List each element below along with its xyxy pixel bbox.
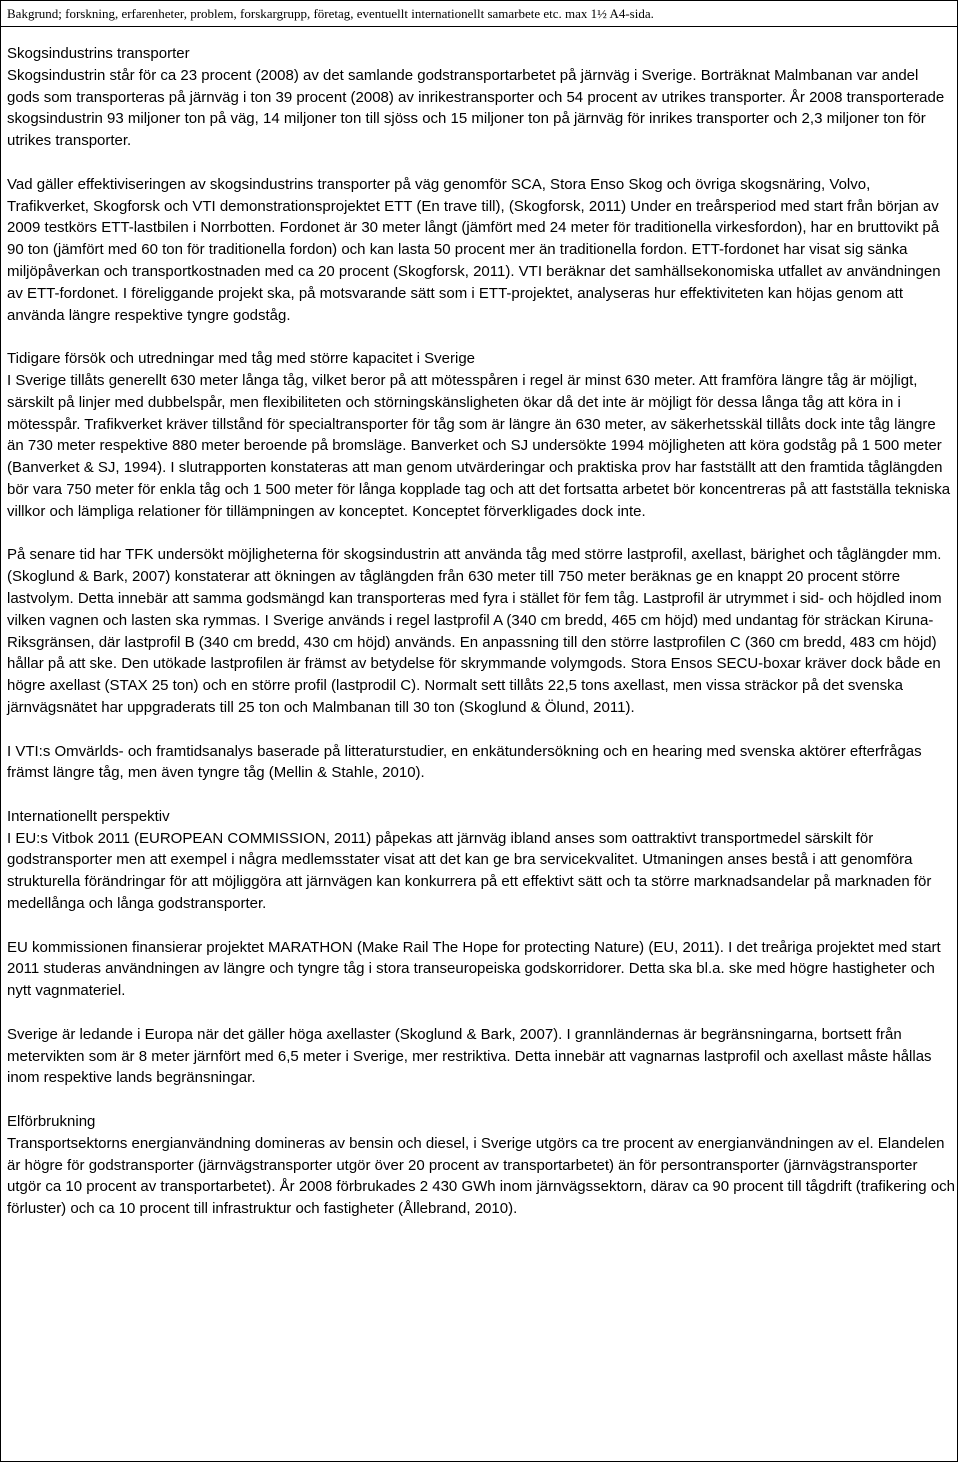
paragraph: Skogsindustrin står för ca 23 procent (2008) av det samlande godstransportarbetet på järnväg i Sverige. Borträknat Malmbanan var andel gods som transporteras på järnväg i ton 39 procent (2008) av inrikestransporter och 54 procent av utrikes transporter. År 2008 transporterade skogsindustrin 93 miljoner ton på väg, 14 miljoner ton till sjöss och 15 miljoner ton på järnväg för inrikes transporter och 2,3 miljoner ton för utrikes transporter. [7,66,945,150]
section-skogsindustrins-transporter [7,43,955,152]
section-heading: Skogsindustrins transporter [7,45,190,62]
paragraph: I VTI:s Omvärlds- och framtidsanalys baserade på litteraturstudier, en enkätundersökning och en hearing med svenska aktörer efterfrågas främst längre tåg, men även tyngre tåg (Mellin & Stahle, 2010). [7,742,922,782]
section-vti-analysis [7,741,955,785]
section-marathon [7,937,955,1002]
section-tidigare-forsok [7,348,955,522]
document-body [1,27,955,1220]
paragraph: Vad gäller effektiviseringen av skogsindustrins transporter på väg genomför SCA, Stora Enso Skog och övriga skogsnäring, Volvo, Trafikverket, Skogforsk och VTI demonstrationsprojektet ETT (En trave till), (Skogforsk, 2011) Under en treårsperiod med start från början av 2009 testkörs ETT-lastbilen i Norrbotten. Fordonet är 30 meter långt (jämfört med 24 meter för traditionella virkesfordon), har en bruttovikt på 90 ton (jämfört med 60 ton för traditionella fordon) och kan lasta 50 procent mer än traditionella fordon. ETT-fordonet har visat sig sänka miljöpåverkan och transportkostnaden med ca 20 procent (Skogforsk, 2011). VTI beräknar det samhällsekonomiska utfallet av användningen av ETT-fordonet. I föreliggande projekt ska, på motsvarande sätt som i ETT-projektet, analyseras hur effektiviteten kan höjas genom att använda längre respektive tyngre godståg. [7,175,941,324]
paragraph: Transportsektorns energianvändning domineras av bensin och diesel, i Sverige utgörs ca tre procent av energianvändningen av el. Elandelen är högre för godstransporter (järnvägstransporter utgör över 20 procent av transportarbetet) än för persontransporter (järnvägstransporter utgör ca 10 procent av transportarbetet). År 2008 förbrukades 2 430 GWh inom järnvägssektorn, därav ca 90 procent till tågdrift (trafikering och förluster) och ca 10 procent till infrastruktur och fastigheter (Ållebrand, 2010). [7,1134,955,1218]
paragraph: På senare tid har TFK undersökt möjligheterna för skogsindustrin att använda tåg med större lastprofil, axellast, bärighet och tåglängder mm. (Skoglund & Bark, 2007) konstaterar att ökningen av tåglängden från 630 meter till 750 meter beräknas ge en knappt 20 procent större lastvolym. Detta innebär att samma godsmängd kan transporteras med fyra i stället för fem tåg. Lastprofil är utrymmet i sid- och höjdled inom vilken vagnen och lasten ska rymmas. I Sverige används i regel lastprofil A (340 cm bredd, 465 cm höjd) med undantag för sträckan Kiruna-Riksgränsen, där lastprofil B (340 cm bredd, 430 cm höjd) används. En anpassning till den större lastprofilen C (360 cm bredd, 483 cm höjd) hållar på att ske. Den utökade lastprofilen är främst av betydelse för skrymmande volymgods. Stora Ensos SECU-boxar kräver dock både en högre axellast (STAX 25 ton) och en större profil (lastprodil C). Normalt sett tillåts 22,5 tons axellast, men vissa sträckor på det svenska järnvägsnätet har uppgraderats till 25 ton och Malmbanan till 30 ton (Skoglund & Ölund, 2011). [7,546,942,716]
section-tfk-study [7,544,955,718]
paragraph: I Sverige tillåts generellt 630 meter långa tåg, vilket beror på att mötesspåren i regel är minst 630 meter. Att framföra längre tåg är möjligt, särskilt på linjer med dubbelspår, men flexibiliteten och störningskänsligheten ökar då det inte är möjligt för dessa långa tåg att köra in i mötesspår. Trafikverket kräver tillstånd för specialtransporter för tåg som är längre än 630 meter, av säkerhetsskäl tillåts dock inte tåg längre än 730 meter respektive 880 meter beroende på bromsläge. Banverket och SJ undersökte 1994 möjligheten att köra godståg på 1 500 meter (Banverket & SJ, 1994). I slutrapporten konstateras att man genom utvärderingar och praktiska prov har fastställt att den framtida tåglängden bör vara 750 meter för enkla tåg och 1 500 meter för långa kopplade tag och att det fortsatta arbetet bör koncentreras på att fastställa tekniska villkor och lämpliga relationer för tillämpningen av konceptet. Konceptet förverkligades dock inte. [7,371,951,520]
section-heading: Tidigare försök och utredningar med tåg med större kapacitet i Sverige [7,350,476,368]
paragraph: Sverige är ledande i Europa när det gäller höga axellaster (Skoglund & Bark, 2007). I grannländernas är begränsningarna, bortsett från metervikten som är 8 meter järnfört med 6,5 meter i Sverige, mer restriktiva. Detta innebär att vagnarnas lastprofil och axellast måste hållas inom respektive lands begränsningar. [7,1025,932,1087]
section-heading: Elförbrukning [7,1113,96,1131]
paragraph: EU kommissionen finansierar projektet MARATHON (Make Rail The Hope for protecting Nature) (EU, 2011). I det treåriga projektet med start 2011 studeras användningen av längre och tyngre tåg i stora transeuropeiska godskorridorer. Detta ska bl.a. ske med högre hastigheter och nytt vagnmateriel. [7,938,941,1000]
section-internationellt-perspektiv [7,806,955,915]
field-instruction-header: Bakgrund; forskning, erfarenheter, problem, forskargrupp, företag, eventuellt internationellt samarbete etc. max 1½ A4-sida. [1,1,957,27]
section-heading: Internationellt perspektiv [7,807,170,825]
section-elforbrukning [7,1111,955,1220]
section-axellaster [7,1024,955,1089]
paragraph: I EU:s Vitbok 2011 (EUROPEAN COMMISSION, 2011) påpekas att järnväg ibland anses som oattraktivt transportmedel särskilt för godstransporter men att exempel i några medlemsstater visat att det kan ge bra servicekvalitet. Utmaningen anses bestå i att genomföra strukturella förändringar för att möjliggöra att järnvägen kan konkurrera på ett effektivt sätt och ta större marknadsandelar på marknaden för medellånga och långa godstransporter. [7,829,932,913]
section-ett-project [7,174,955,327]
